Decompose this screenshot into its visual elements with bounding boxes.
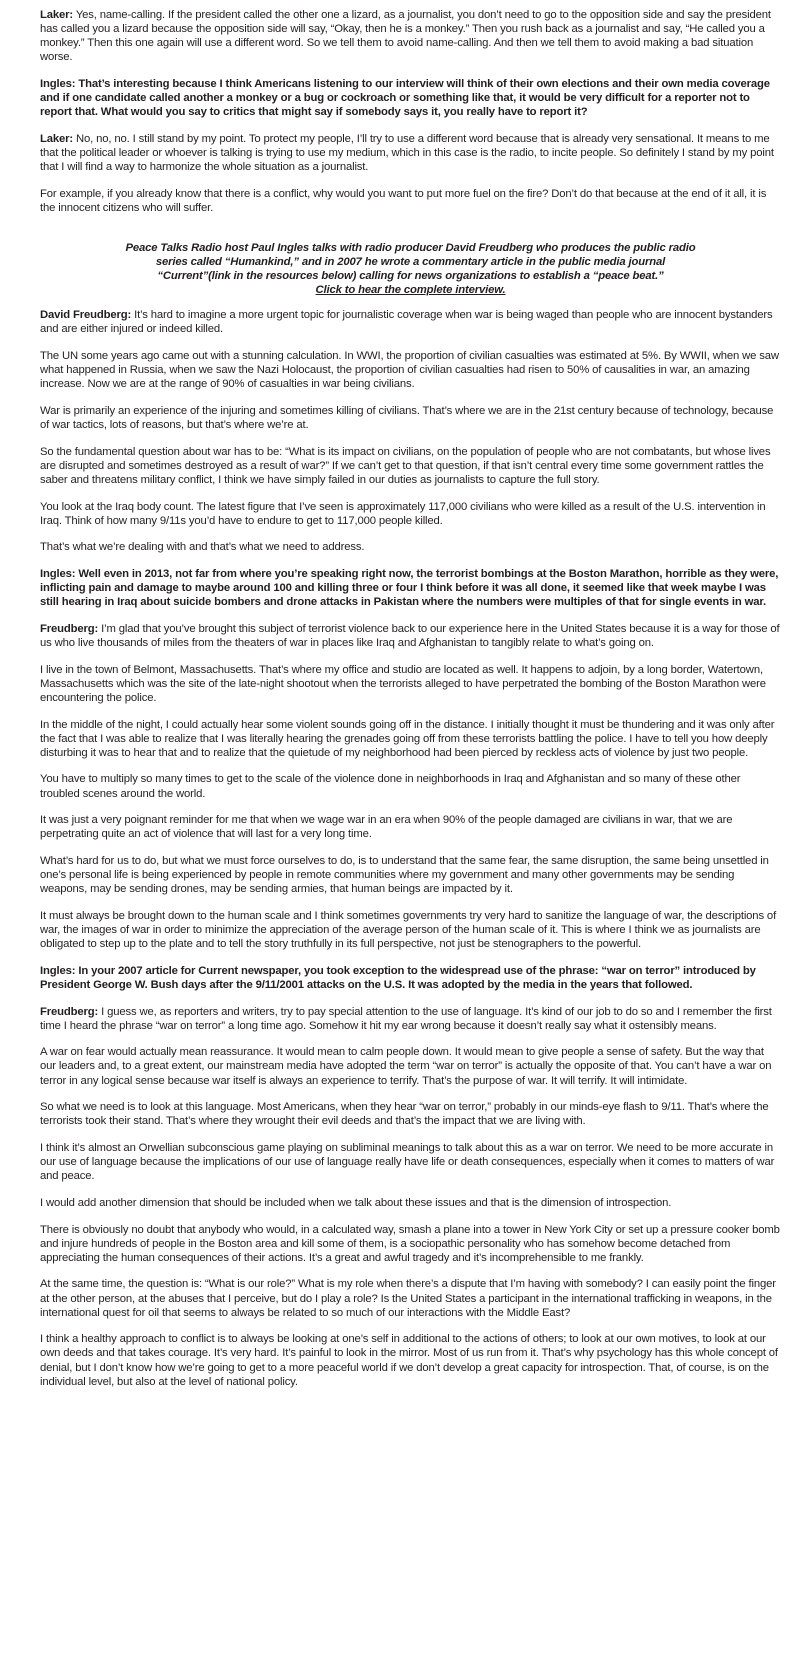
speaker-label: Laker: (40, 9, 74, 21)
paragraph-text: The UN some years ago came out with a stunning calculation. In WWI, the proportion of civilian casualties was estimated at 5%. By WWII, when we saw what happened in Russia, when we saw the Nazi Holocaust, the proportion of civilian casualties had risen to 50% of causalities in war, an amazing increase. Now we are at the range of 90% of casualties in war being civilians. (40, 350, 779, 391)
paragraph-text: A war on fear would actually mean reassurance. It would mean to calm people down. It would mean to give people a sense of safety. But the way that our leaders and, to a great extent, our mainstream media have adopted the term “war on terror” is actually the opposite of that. You can’t have a war on terror in any logical sense because war itself is always an experience to terrify. That’s the purpose of war. It will terrify. It will intimidate. (40, 1046, 772, 1087)
paragraph-freudberg-3 (40, 1005, 781, 1033)
paragraph-text: I would add another dimension that should be included when we talk about these issues and that is the dimension of introspection. (40, 1196, 672, 1209)
interview-intro (40, 241, 781, 297)
intro-line: “Current”(link in the resources below) calling for news organizations to establish a “peace beat.” (157, 270, 664, 283)
paragraph-text: For example, if you already know that there is a conflict, why would you want to put more fuel on the fire? Don’t do that because at the end of it all, it is the innocent citizens who will suffer. (40, 187, 767, 214)
paragraph-text: I’m glad that you’ve brought this subject of terrorist violence back to our experience here in the United States because it is a way for those of us who live thousands of miles from the theaters of war in places like Iraq and Afghanistan to tangibly relate to what’s going on. (40, 622, 780, 650)
paragraph-text: It’s hard to imagine a more urgent topic for journalistic coverage when war is being waged than people who are innocent bystanders and are either injured or indeed killed. (40, 309, 773, 336)
speaker-label: Freudberg: (40, 1005, 99, 1018)
intro-line: Peace Talks Radio host Paul Ingles talks with radio producer David Freudberg who produces the public radio (125, 241, 696, 254)
paragraph-text: It was just a very poignant reminder for me that when we wage war in an era when 90% of the people damaged are civilians in war, that we are perpetrating quite an act of violence that will last for a very long time. (40, 814, 733, 841)
speaker-label: Laker: (40, 132, 74, 145)
paragraph-text: You look at the Iraq body count. The latest figure that I’ve seen is approximately 117,000 civilians who were killed as a result of the U.S. intervention in Iraq. Think of how many 9/11s you’d have to endure to get to 117,000 people killed. (40, 500, 766, 527)
paragraph-freudberg-1 (40, 308, 781, 336)
paragraph-text: So the fundamental question about war has to be: “What is its impact on civilians, on the population of people who are not combatants, but whose lives are disrupted and sometimes destroyed as a result of war?” If we can’t get to that question, if that isn’t central every time some government rattles the saber and threatens military conflict, I think we have simply failed in our duties as journalists to capture the full story. (40, 445, 771, 486)
paragraph-text: There is obviously no doubt that anybody who would, in a calculated way, smash a plane into a tower in New York City or set up a pressure cooker bomb and injure hundreds of people in the Boston area and kill some of them, is a sociopathic personality who has somehow become detached from appreciating the human consequences of their actions. It’s a great and awful tragedy and it’s incomprehensible to me frankly. (40, 1223, 780, 1264)
paragraph-text: I think a healthy approach to conflict is to always be looking at one’s self in additional to the actions of others; to look at our own motives, to look at our own deeds and that takes courage. It’s very hard. It’s painful to look in the mirror. Most of us run from it. That’s why psychology has this whole concept of denial, but I don’t know how we’re going to get to a more peaceful world if we don’t develop a great capacity for introspection. That, of course, is on the individual level, but also at the level of national policy. (40, 1333, 778, 1388)
question-ingles-1: Ingles: That’s interesting because I think Americans listening to our interview will think of their own elections and their own media coverage and if one candidate called another a monkey or a bug or cockroach or something like that, it would be very difficult for a reporter not to report that. What would you say to critics that might say if somebody says it, you really have to report it? (40, 77, 770, 119)
paragraph-text: That’s what we’re dealing with and that’s what we need to address. (40, 541, 365, 554)
paragraph-text: You have to multiply so many times to get to the scale of the violence done in neighborhoods in Iraq and Afghanistan and so many of these other troubled scenes around the world. (40, 773, 741, 800)
paragraph-freudberg-2 (40, 622, 781, 650)
paragraph-text: I guess we, as reporters and writers, try to pay special attention to the use of language. It’s kind of our job to do so and I remember the first time I heard the phrase “war on terror” a long time ago. Somehow it hit my ear wrong because it doesn’t really say what it ostensibly means. (40, 1005, 772, 1032)
paragraph-text: It must always be brought down to the human scale and I think sometimes governments try very hard to sanitize the language of war, the descriptions of war, the images of war in order to minimize the appreciation of the average person of the human scale of it. This is where I think we as journalists are obligated to step up to the plate and to tell the story truthfully in its full perspective, not just be stenographers to the powerful. (40, 909, 777, 951)
complete-interview-link[interactable]: Click to hear the complete interview. (315, 284, 506, 297)
paragraph-text: In the middle of the night, I could actually hear some violent sounds going off in the distance. I initially thought it must be thundering and it was only after the fact that I was able to realize that I was literally hearing the grenades going off from these terrorists battling the police. I have to tell you how deeply disturbing it was to hear that and to realize that the quietude of my neighborhood had been pierced by reckless acts of violence by just two people. (40, 718, 775, 759)
paragraph-text: What’s hard for us to do, but what we must force ourselves to do, is to understand that the same fear, the same disruption, the same being unsettled in one’s personal life is being experienced by people in remote communities where my government and many other governments may be sending weapons, may be sending drones, may be sending armies, that human beings are impacted by it. (40, 855, 769, 896)
question-ingles-3: Ingles: In your 2007 article for Current newspaper, you took exception to the widespread use of the phrase: “war on terror” introduced by President George W. Bush days after the 9/11/2001 attacks on the U.S. It was adopted by the media in the years that followed. (40, 964, 756, 991)
intro-line: series called “Humankind,” and in 2007 he wrote a commentary article in the public media journal (155, 256, 666, 268)
paragraph-text: No, no, no. I still stand by my point. To protect my people, I’ll try to use a different word because that is already very sensational. It means to me that the political leader or whoever is talking is trying to use my medium, which in this case is the radio, to incite people. So definitely I stand by my point that I will find a way to harmonize the whole situation as a journalist. (40, 132, 774, 174)
paragraph-text: I live in the town of Belmont, Massachusetts. That’s where my office and studio are located as well. It happens to adjoin, by a long border, Watertown, Massachusetts which was the site of the late-night shootout when the terrorists alleged to have perpetrated the bombing of the Boston Marathon were encountering the police. (40, 663, 766, 704)
paragraph-laker-2 (40, 132, 781, 174)
paragraph-text: War is primarily an experience of the injuring and sometimes killing of civilians. That’s where we are in the 21st century because of technology, because of war tactics, lots of reasons, but that’s where we’re at. (40, 404, 774, 432)
speaker-label: David Freudberg: (40, 309, 132, 322)
paragraph-text: I think it’s almost an Orwellian subconscious game playing on subliminal meanings to talk about this as a war on terror. We need to be more accurate in our use of language because the implications of our use of language really have life or death consequences, especially when it comes to matters of war and peace. (40, 1142, 775, 1183)
paragraph-text: So what we need is to look at this language. Most Americans, when they hear “war on terror,” probably in our minds-eye flash to 9/11. That’s where the terrorists took their stand. That’s where they wrought their evil deeds and that’s the impact that we are living with. (40, 1101, 769, 1128)
speaker-label: Freudberg: (40, 622, 99, 635)
paragraph-text: Yes, name-calling. If the president called the other one a lizard, as a journalist, you don’t need to go to the opposition side and say the president has called you a lizard because the opposition side will say, “Okay, then he is a monkey.” Then you rush back as a journalist and say, “He called you a monkey.” Then this one again will use a different word. So we tell them to avoid name-calling. And then we tell them to avoid making a bad situation worse. (40, 9, 771, 64)
question-ingles-2: Ingles: Well even in 2013, not far from where you’re speaking right now, the terrorist bombings at the Boston Marathon, horrible as they were, inflicting pain and damage to maybe around 100 and killing three or four I think before it was all done, it seemed like that week maybe I was still hearing in Iraq about suicide bombers and drone attacks in Pakistan where the numbers were multiples of that for single events in war. (40, 568, 779, 609)
paragraph-laker-1 (40, 8, 781, 64)
paragraph-text: At the same time, the question is: “What is our role?” What is my role when there’s a dispute that I’m having with somebody? I can easily point the finger at the other person, at the abuses that I perceive, but do I play a role? Is the United States a participant in the international trafficking in weapons, in the international quest for oil that seems to always be related to so much of our interactions with the Middle East? (40, 1278, 776, 1319)
